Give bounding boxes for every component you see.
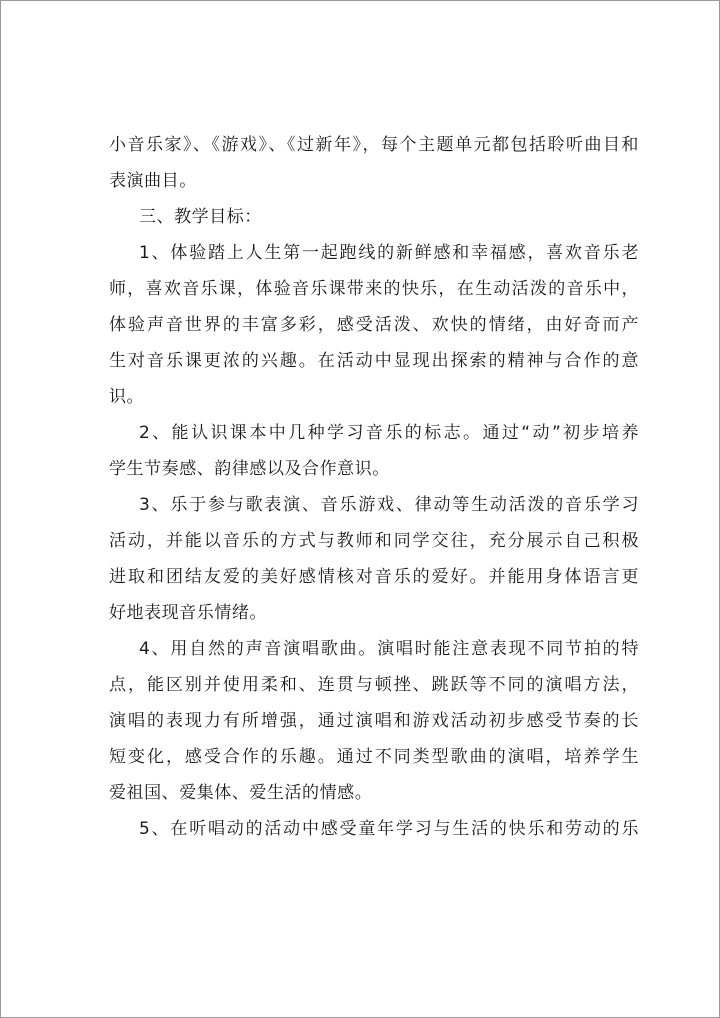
text-line: 活动，并能以音乐的方式与教师和同学交往，充分展示自己积极 xyxy=(109,531,639,551)
text-line: 识。 xyxy=(109,387,145,407)
text-line: 短变化，感受合作的乐趣。通过不同类型歌曲的演唱，培养学生 xyxy=(109,747,639,767)
text-line: 生对音乐课更浓的兴趣。在活动中显现出探索的精神与合作的意 xyxy=(109,351,639,371)
text-line: 点，能区别并使用柔和、连贯与顿挫、跳跃等不同的演唱方法， xyxy=(109,675,639,695)
text-line: 小音乐家》、《游戏》、《过新年》，每个主题单元都包括聆听曲目和 xyxy=(109,135,639,155)
text-line: 1、体验踏上人生第一起跑线的新鲜感和幸福感，喜欢音乐老 xyxy=(139,243,639,263)
text-line: 师，喜欢音乐课，体验音乐课带来的快乐，在生动活泼的音乐中， xyxy=(109,279,639,299)
text-line: 演唱的表现力有所增强，通过演唱和游戏活动初步感受节奏的长 xyxy=(109,711,639,731)
text-line: 好地表现音乐情绪。 xyxy=(109,603,267,623)
text-line: 4、用自然的声音演唱歌曲。演唱时能注意表现不同节拍的特 xyxy=(139,639,639,659)
text-line: 爱祖国、爱集体、爱生活的情感。 xyxy=(109,783,373,803)
text-line: 进取和团结友爱的美好感情核对音乐的爱好。并能用身体语言更 xyxy=(109,567,639,587)
text-line: 3、乐于参与歌表演、音乐游戏、律动等生动活泼的音乐学习 xyxy=(139,495,639,515)
text-line: 学生节奏感、韵律感以及合作意识。 xyxy=(109,459,390,479)
section-heading: 三、教学目标： xyxy=(139,207,262,227)
text-line: 体验声音世界的丰富多彩，感受活泼、欢快的情绪，由好奇而产 xyxy=(109,315,639,335)
text-line: 2、能认识课本中几种学习音乐的标志。通过“动”初步培养 xyxy=(139,423,639,443)
document-body xyxy=(109,127,639,847)
text-line: 5、在听唱动的活动中感受童年学习与生活的快乐和劳动的乐 xyxy=(139,819,639,839)
text-line: 表演曲目。 xyxy=(109,171,197,191)
